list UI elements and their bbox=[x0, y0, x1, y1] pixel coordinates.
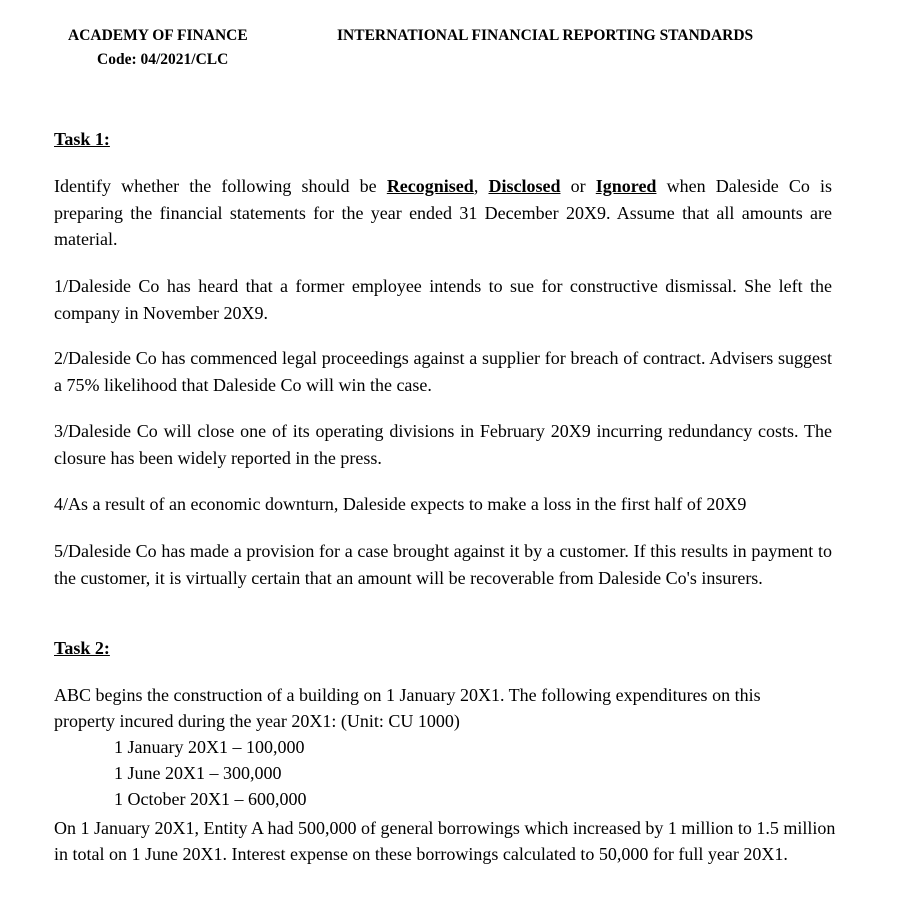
task1-intro: Identify whether the following should be Recognised, Disclosed or Ignored when Daleside Co is preparing the financial statements for the year ended 31 December 20X9. Assume that all amounts are material. bbox=[54, 176, 833, 249]
task2-intro: ABC begins the construction of a building on 1 January 20X1. The following expenditures on this property incured during the year 20X1: (Unit: CU 1000) bbox=[54, 685, 761, 731]
expenditure-item: 1 October 20X1 – 600,000 bbox=[114, 789, 307, 809]
ignored-keyword: Ignored bbox=[595, 176, 657, 196]
disclosed-keyword: Disclosed bbox=[488, 176, 561, 196]
document-code: Code: 04/2021/CLC bbox=[97, 51, 229, 68]
task2-heading: Task 2: bbox=[54, 638, 110, 658]
expenditure-item: 1 January 20X1 – 100,000 bbox=[114, 737, 305, 757]
task1-item-4: 4/As a result of an economic downturn, Daleside expects to make a loss in the first half of 20X9 bbox=[54, 494, 747, 514]
organization-name: ACADEMY OF FINANCE bbox=[68, 27, 248, 44]
task1-item-1: 1/Daleside Co has heard that a former employee intends to sue for constructive dismissal. She left the company in November 20X9. bbox=[54, 276, 832, 323]
expenditure-item: 1 June 20X1 – 300,000 bbox=[114, 763, 282, 783]
task2-borrowings: On 1 January 20X1, Entity A had 500,000 of general borrowings which increased by 1 million to 1.5 million in total on 1 June 20X1. Interest expense on these borrowings calculated to 50,000 for full year 20X1. bbox=[54, 818, 836, 864]
task1-heading: Task 1: bbox=[54, 129, 110, 149]
task1-item-3: 3/Daleside Co will close one of its operating divisions in February 20X9 incurring redundancy costs. The closure has been widely reported in the press. bbox=[54, 421, 832, 468]
subject-title: INTERNATIONAL FINANCIAL REPORTING STANDARDS bbox=[337, 27, 754, 44]
task1-item-2: 2/Daleside Co has commenced legal proceedings against a supplier for breach of contract. Advisers suggest a 75% likelihood that Daleside Co will win the case. bbox=[54, 348, 832, 395]
recognised-keyword: Recognised bbox=[386, 176, 474, 196]
task1-item-5: 5/Daleside Co has made a provision for a case brought against it by a customer. If this results in payment to the customer, it is virtually certain that an amount will be recoverable from Daleside Co's insurers. bbox=[54, 541, 832, 588]
